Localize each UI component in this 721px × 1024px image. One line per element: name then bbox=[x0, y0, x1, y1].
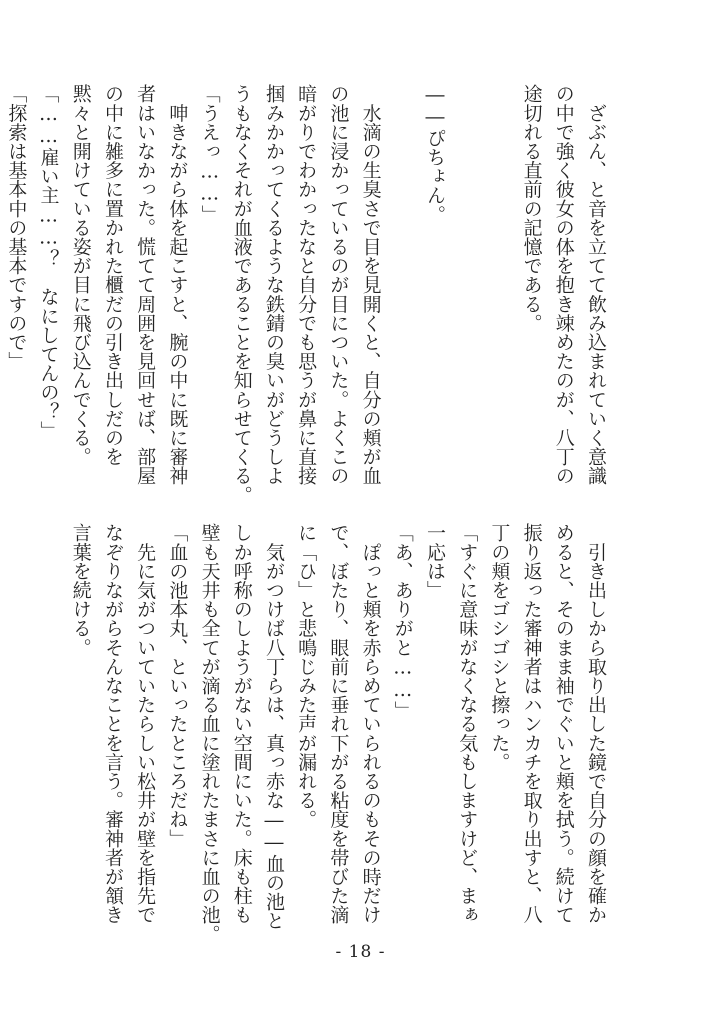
text-column: 者はいなかった。慌てて周囲を見回せば、部屋 bbox=[134, 84, 157, 486]
text-column: 水滴の生臭さで目を見開くと、自分の頬が血 bbox=[359, 84, 382, 486]
text-column: の中で強く彼女の体を抱き竦めたのが、八丁の bbox=[552, 84, 575, 486]
text-column: に「ひ」と悲鳴じみた声が漏れる。 bbox=[295, 523, 318, 829]
text-column: めると、そのまま袖でぐいと頬を拭う。続けて bbox=[552, 523, 575, 925]
text-column: 言葉を続ける。 bbox=[69, 523, 92, 657]
text-column: の池に浸かっているのが目についた。よくこの bbox=[327, 84, 350, 486]
text-column: 壁も天井も全てが滴る血に塗れたまさに血の池。 bbox=[198, 523, 221, 944]
text-column: 一応は」 bbox=[423, 523, 446, 600]
text-column: 振り返った審神者はハンカチを取り出すと、八 bbox=[520, 523, 543, 925]
text-column: ――ぴちょん。 bbox=[423, 84, 446, 224]
text-column: 気がつけば八丁らは、真っ赤な――血の池と bbox=[262, 523, 285, 931]
text-column: しか呼称のしようがない空間にいた。床も柱も bbox=[230, 523, 253, 925]
text-column bbox=[387, 84, 419, 504]
text-column: 引き出しから取り出した鏡で自分の顔を確か bbox=[585, 523, 607, 925]
text-column: ざぶん、と音を立てて飲み込まれていく意識 bbox=[585, 84, 607, 486]
text-column: 暗がりでわかったなと自分でも思うが鼻に直接 bbox=[295, 84, 318, 486]
text-column: うもなくそれが血液であることを知らせてくる。 bbox=[230, 84, 253, 505]
text-column bbox=[451, 84, 483, 504]
text-column: 「血の池本丸、といったところだね」 bbox=[166, 523, 189, 848]
text-column bbox=[483, 84, 515, 504]
text-column: 「探索は基本中の基本ですので」 bbox=[5, 84, 28, 371]
text-column: の中に雑多に置かれた櫃だの引き出しだのを bbox=[101, 84, 124, 466]
text-column: 丁の頬をゴシゴシと擦った。 bbox=[488, 523, 511, 772]
text-column: 掴みかかってくるような鉄錆の臭いがどうしよ bbox=[262, 84, 285, 486]
text-column: なぞりながらそんなことを言う。審神者が頷き bbox=[101, 523, 124, 925]
text-column: 黙々と開けている姿が目に飛び込んでくる。 bbox=[69, 84, 92, 466]
text-column: 先に気がついていたらしい松井が壁を指先で bbox=[134, 523, 157, 925]
text-column: 呻きながら体を起こすと、腕の中に既に審神 bbox=[166, 84, 189, 486]
text-column: ぽっと頬を赤らめていられるのもその時だけ bbox=[359, 523, 382, 925]
text-column: 途切れる直前の記憶である。 bbox=[520, 84, 543, 333]
text-block-top bbox=[5, 84, 612, 505]
text-block-bottom bbox=[69, 523, 612, 944]
text-column: 「……雇い主……？ なにしてんの？」 bbox=[37, 84, 60, 440]
text-column: で、ぼたり、眼前に垂れ下がる粘度を帯びた滴 bbox=[327, 523, 350, 925]
text-column: 「あ、ありがと……」 bbox=[391, 523, 414, 720]
text-column: 「うえっ……」 bbox=[198, 84, 221, 224]
page-number: - 18 - bbox=[335, 942, 386, 962]
text-column: 「すぐに意味がなくなる気もしますけど、まぁ bbox=[456, 523, 479, 925]
